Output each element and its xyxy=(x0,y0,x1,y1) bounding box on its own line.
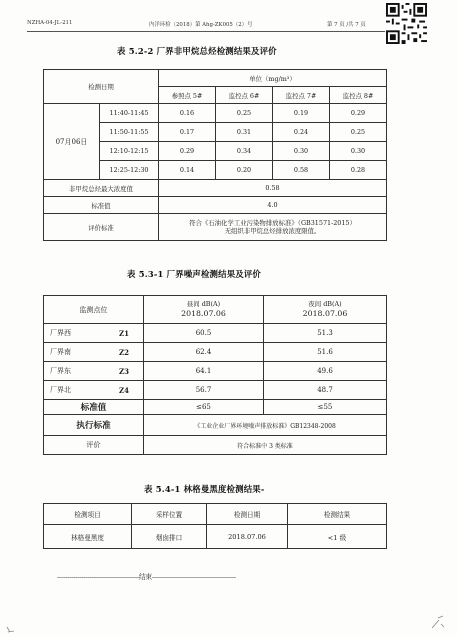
table-cell: 0.17 xyxy=(159,123,216,142)
table-cell: 0.34 xyxy=(216,142,273,161)
page-info: 第 7 页 /共 7 页 xyxy=(327,22,366,28)
header-rule xyxy=(27,31,385,32)
eval-line: 符合《石油化学工业污染物排放标准》（GB31571-2015） xyxy=(189,219,356,227)
sample-time: 11:40-11:45 xyxy=(100,104,159,123)
day-value: 56.7 xyxy=(144,381,264,400)
std-day: ≤65 xyxy=(144,400,264,415)
exec-label: 执行标准 xyxy=(44,415,144,436)
max-label: 非甲烷总烃最大浓度值 xyxy=(44,180,159,197)
ringelmann-table xyxy=(43,503,387,549)
report-number: 内洋环检（2018）第 Ahg-ZK005（2）号 xyxy=(149,22,253,28)
day-value: 64.1 xyxy=(144,362,264,381)
end-marker: -----------------------------------------结束------------------------------------------ xyxy=(57,573,236,581)
sample-time: 11:50-11:55 xyxy=(100,123,159,142)
qr-code-icon xyxy=(386,3,427,44)
table-cell: 0.14 xyxy=(159,161,216,180)
table-cell: 0.58 xyxy=(273,161,330,180)
eval-line: 无组织非甲烷总烃排放浓度限值。 xyxy=(224,227,321,235)
table-cell: <1 级 xyxy=(288,525,387,549)
table-cell: 0.19 xyxy=(273,104,330,123)
date-header: 检测日期 xyxy=(44,70,159,104)
point-header: 监控点 6# xyxy=(216,87,273,104)
table-cell: 0.20 xyxy=(216,161,273,180)
night-header-cell xyxy=(264,296,387,324)
table-cell: 0.28 xyxy=(330,161,387,180)
column-header: 检测结果 xyxy=(288,504,387,525)
point-header: 监控点 7# xyxy=(273,87,330,104)
point-code: Z3 xyxy=(94,362,144,381)
column-header: 检测项目 xyxy=(44,504,132,525)
point-header: 监测点位 xyxy=(44,296,144,324)
table-cell: 0.16 xyxy=(159,104,216,123)
day-value: 62.4 xyxy=(144,343,264,362)
std-night: ≤55 xyxy=(264,400,387,415)
table-cell: 林格曼黑度 xyxy=(44,525,132,549)
day-date: 2018.07.06 xyxy=(181,308,226,318)
point-header: 监控点 8# xyxy=(330,87,387,104)
table-cell: 0.25 xyxy=(216,104,273,123)
night-date: 2018.07.06 xyxy=(302,308,348,318)
table-cell: 0.31 xyxy=(216,123,273,142)
night-value: 51.6 xyxy=(264,343,387,362)
day-header: 昼间 dB(A) xyxy=(186,300,221,309)
sample-time: 12:10-12:15 xyxy=(100,142,159,161)
point-name: 厂界东 xyxy=(44,362,94,381)
table-cell: 0.30 xyxy=(330,142,387,161)
night-value: 49.6 xyxy=(264,362,387,381)
table-cell: 0.29 xyxy=(330,104,387,123)
point-code: Z1 xyxy=(94,324,144,343)
point-name: 厂界南 xyxy=(44,343,94,362)
exec-value: 《工业企业厂界环境噪声排放标准》GB12348-2008 xyxy=(144,415,387,436)
table2-title: 表 5.3-1 厂界噪声检测结果及评价 xyxy=(127,269,262,279)
vocs-table xyxy=(43,69,387,241)
table-cell: 2018.07.06 xyxy=(207,525,288,549)
night-value: 48.7 xyxy=(264,381,387,400)
table-cell: 烟囱排口 xyxy=(132,525,207,549)
doc-code: NZHA-04-JL-211 xyxy=(27,20,73,26)
point-code: Z2 xyxy=(94,343,144,362)
eval-label: 评价标准 xyxy=(44,214,159,241)
table-cell: 0.30 xyxy=(273,142,330,161)
point-code: Z4 xyxy=(94,381,144,400)
point-name: 厂界西 xyxy=(44,324,94,343)
std-label: 标准值 xyxy=(44,400,144,415)
day-value: 60.5 xyxy=(144,324,264,343)
sample-time: 12:25-12:30 xyxy=(100,161,159,180)
point-header: 参照点 5# xyxy=(159,87,216,104)
table3-title: 表 5.4-1 林格曼黑度检测结果- xyxy=(144,484,265,494)
day-header-cell xyxy=(144,296,264,324)
max-value: 0.58 xyxy=(159,180,387,197)
eval-text xyxy=(159,214,387,241)
scan-mark-icon xyxy=(6,626,16,634)
column-header: 采样位置 xyxy=(132,504,207,525)
table-cell: 0.24 xyxy=(273,123,330,142)
std-value: 4.0 xyxy=(159,197,387,214)
std-label: 标准值 xyxy=(44,197,159,214)
table-cell: 0.29 xyxy=(159,142,216,161)
night-header: 夜间 dB(A) xyxy=(308,300,342,309)
night-value: 51.3 xyxy=(264,324,387,343)
table-cell: 0.25 xyxy=(330,123,387,142)
scan-mark-icon xyxy=(430,614,446,630)
eval-label: 评价 xyxy=(44,436,144,455)
sample-date: 07月06日 xyxy=(44,104,100,180)
point-name: 厂界北 xyxy=(44,381,94,400)
unit-header: 单位（mg/m³） xyxy=(159,70,387,87)
noise-table xyxy=(43,295,387,455)
eval-value: 符合标准中 3 类标准 xyxy=(144,436,387,455)
table1-title: 表 5.2-2 厂界非甲烷总烃检测结果及评价 xyxy=(117,46,277,56)
column-header: 检测日期 xyxy=(207,504,288,525)
